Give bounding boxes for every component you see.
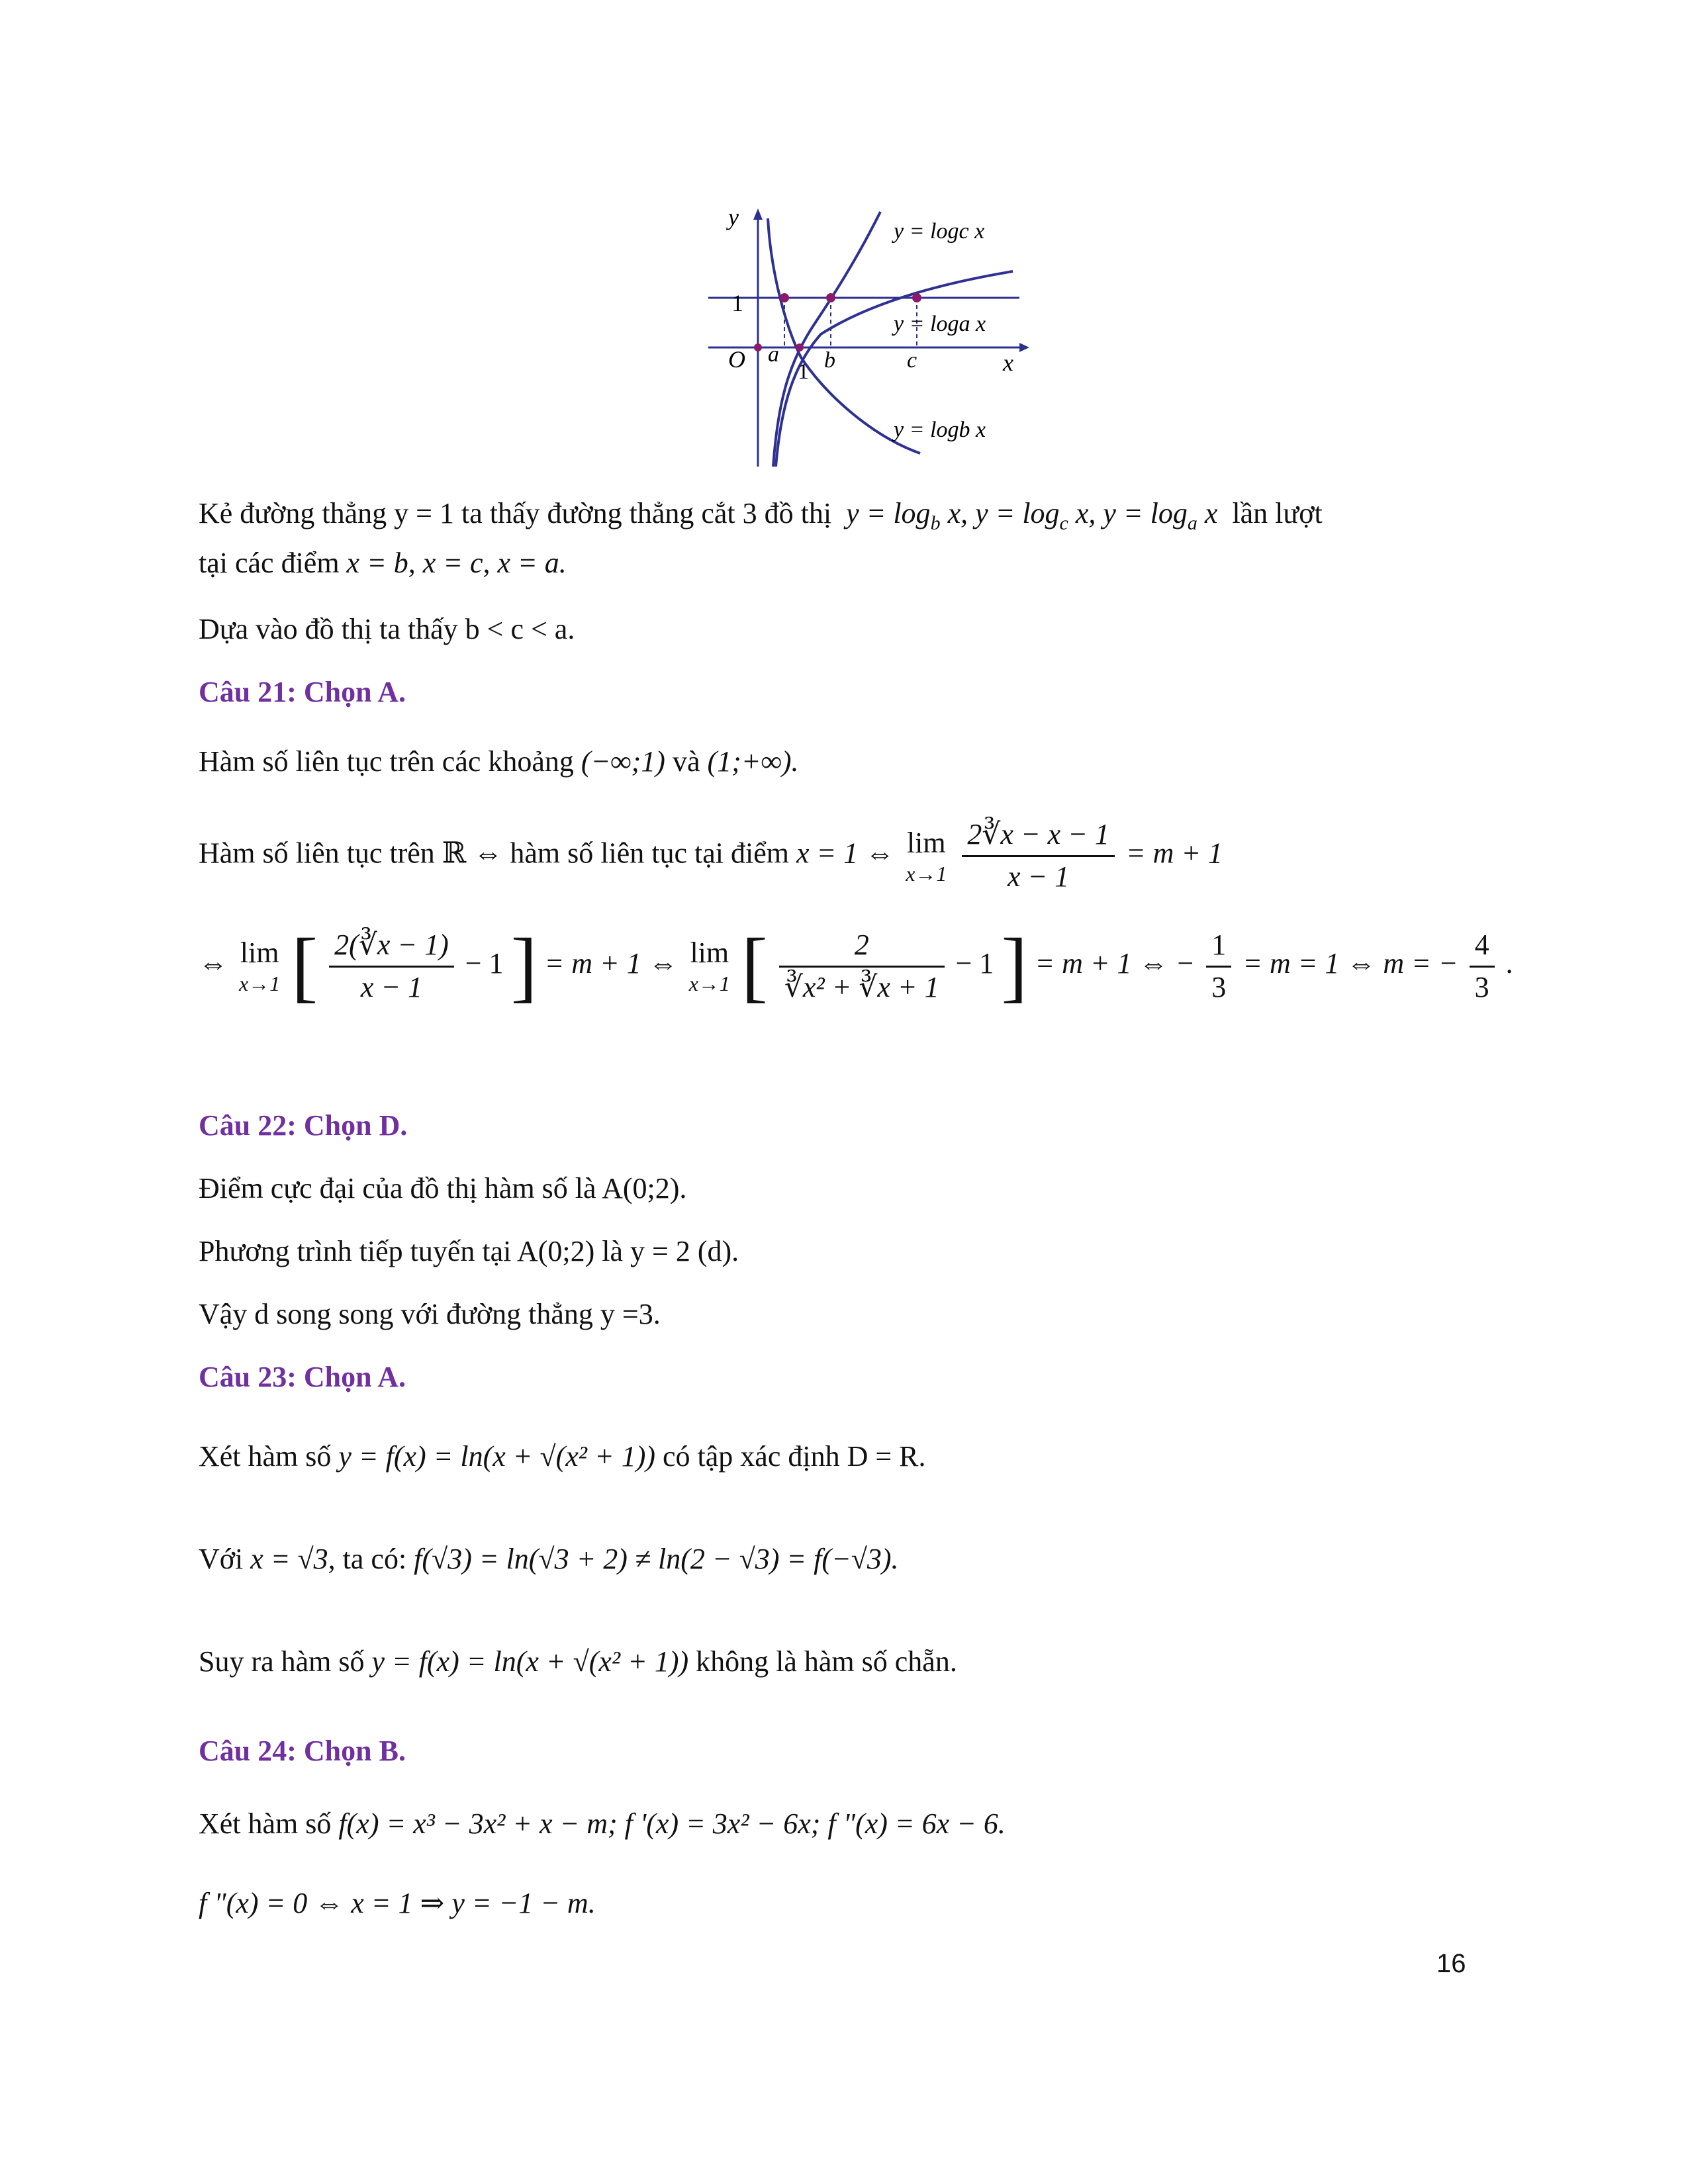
lim-text: lim	[906, 826, 946, 859]
q22-line-3: Vậy d song song với đường thẳng y =3.	[199, 1298, 661, 1330]
para-text: Kẻ đường thẳng y = 1 ta thấy đường thẳng cắt 3 đồ thị	[199, 497, 832, 529]
q23-line-3	[199, 1645, 957, 1680]
label-origin: O	[728, 346, 745, 373]
denominator: x − 1	[1008, 860, 1070, 893]
denominator: 3	[1211, 970, 1227, 1003]
y-axis-arrow	[753, 208, 763, 220]
text: ta có:	[342, 1543, 407, 1575]
q22-line-1: Điểm cực đại của đồ thị hàm số là A(0;2).	[199, 1172, 687, 1205]
para-conclusion	[199, 612, 575, 647]
formula: x = √3,	[250, 1543, 336, 1575]
numerator: 2	[779, 928, 945, 968]
fraction	[779, 928, 945, 1005]
point-x-one	[796, 343, 804, 351]
numerator: 4	[1470, 928, 1495, 968]
fraction	[1206, 928, 1231, 1005]
para-text: tại các điểm	[199, 547, 340, 579]
text: hàm số liên tục tại điểm	[510, 837, 789, 870]
equation: = m + 1 ⇔ −	[1035, 947, 1196, 980]
point-b-intersection	[780, 293, 789, 302]
formula-logs	[839, 497, 1225, 534]
label-axis-y: y	[728, 205, 739, 230]
interval-2: (1;+∞).	[707, 745, 799, 778]
numerator: 1	[1206, 928, 1231, 968]
f-part: x, y = log	[940, 497, 1060, 529]
lim-sub: x→1	[239, 972, 281, 996]
page-number: 16	[1436, 1949, 1466, 1978]
f-part: x, y = log	[1068, 497, 1188, 529]
real-set-symbol: ℝ ⇔	[442, 837, 503, 870]
text: Hàm số liên tục trên	[199, 837, 435, 870]
label-curve-b: y = logb x	[894, 418, 986, 442]
label-curve-a: y = loga x	[894, 312, 986, 336]
formula: y = f(x) = ln(x + √(x² + 1))	[338, 1440, 655, 1473]
f-sub: b	[930, 512, 941, 534]
interval-1: (−∞;1)	[581, 745, 665, 778]
bracket-open: [	[291, 922, 318, 1010]
formula-points: x = b, x = c, x = a.	[346, 547, 567, 579]
label-pt-c: c	[907, 348, 917, 373]
formula: x = 1 ⇔	[796, 837, 895, 870]
formula: f "(x) = 0 ⇔ x = 1 ⇒ y = −1 − m.	[199, 1887, 596, 1919]
q24-line-1	[199, 1807, 1006, 1842]
q23-line-2	[199, 1542, 899, 1577]
q23-line-1	[199, 1439, 926, 1475]
para-points	[199, 546, 567, 581]
log-graph-figure	[702, 205, 1033, 470]
point-on-y-axis	[754, 343, 762, 351]
para-text: lần lượt	[1232, 497, 1323, 529]
equation: = m = 1 ⇔ m = −	[1243, 947, 1458, 980]
para-text: Dựa vào đồ thị ta thấy b < c < a.	[199, 613, 575, 645]
bracket-close: ]	[1001, 922, 1028, 1010]
label-curve-c: y = logc x	[894, 219, 985, 244]
limit-operator	[906, 826, 947, 886]
text: Với	[199, 1543, 244, 1575]
q21-line-3	[199, 922, 1513, 1010]
f-part: x	[1197, 497, 1218, 529]
fraction	[962, 817, 1114, 895]
q21-line-1	[199, 745, 798, 780]
lim-sub: x→1	[906, 861, 947, 886]
equiv: ⇔	[199, 947, 228, 980]
heading-q24: Câu 24: Chọn B.	[199, 1735, 406, 1767]
label-tick-one: 1	[731, 290, 743, 316]
fraction	[329, 928, 454, 1005]
formula: f(√3) = ln(√3 + 2) ≠ ln(2 − √3) = f(−√3).	[414, 1543, 899, 1575]
numerator: 2(∛x − 1)	[329, 928, 454, 968]
label-axis-x: x	[1003, 349, 1013, 376]
text: Suy ra hàm số	[199, 1645, 365, 1678]
limit-operator	[239, 936, 280, 996]
point-c-intersection	[826, 293, 835, 302]
bracket-open: [	[741, 922, 768, 1010]
rhs: = m + 1	[1125, 837, 1223, 870]
curve-log-c	[773, 212, 880, 467]
formula: f(x) = x³ − 3x² + x − m; f '(x) = 3x² − 6x; f "(x) = 6x − 6.	[338, 1807, 1006, 1840]
f-part: y = log	[846, 497, 931, 529]
bracket-close: ]	[510, 922, 538, 1010]
text: và	[672, 745, 700, 778]
minus-one: − 1	[955, 947, 994, 980]
para-intersections	[199, 496, 1323, 535]
text: có tập xác định D = R.	[663, 1440, 926, 1473]
x-axis-arrow	[1019, 343, 1029, 352]
text: không là hàm số chẵn.	[696, 1645, 957, 1678]
denominator: ∛x² + ∛x + 1	[784, 970, 939, 1003]
q24-line-2	[199, 1886, 596, 1921]
lim-text: lim	[690, 936, 729, 970]
minus-one: − 1	[465, 947, 504, 980]
fraction	[1470, 928, 1495, 1005]
denominator: 3	[1474, 970, 1489, 1003]
period: .	[1505, 947, 1513, 980]
text: Hàm số liên tục trên các khoảng	[199, 745, 574, 778]
limit-operator	[689, 936, 730, 996]
heading-q23: Câu 23: Chọn A.	[199, 1361, 406, 1393]
heading-q21: Câu 21: Chọn A.	[199, 676, 406, 708]
lim-sub: x→1	[688, 972, 730, 996]
denominator: x − 1	[360, 970, 423, 1003]
heading-q22: Câu 22: Chọn D.	[199, 1109, 408, 1142]
text: Xét hàm số	[199, 1440, 332, 1473]
label-pt-a: a	[768, 342, 779, 367]
equation: = m + 1 ⇔	[544, 947, 678, 980]
label-pt-b: b	[824, 348, 835, 373]
q22-line-2: Phương trình tiếp tuyến tại A(0;2) là y = 2 (d).	[199, 1235, 739, 1267]
label-x-one: 1	[798, 359, 809, 384]
text: Xét hàm số	[199, 1807, 332, 1840]
point-a-intersection	[912, 293, 921, 302]
formula: y = f(x) = ln(x + √(x² + 1))	[371, 1645, 689, 1678]
q21-line-2	[199, 817, 1223, 895]
f-sub: c	[1059, 512, 1068, 534]
lim-text: lim	[240, 936, 279, 970]
f-sub: a	[1187, 512, 1197, 534]
numerator: 2∛x − x − 1	[962, 817, 1114, 857]
